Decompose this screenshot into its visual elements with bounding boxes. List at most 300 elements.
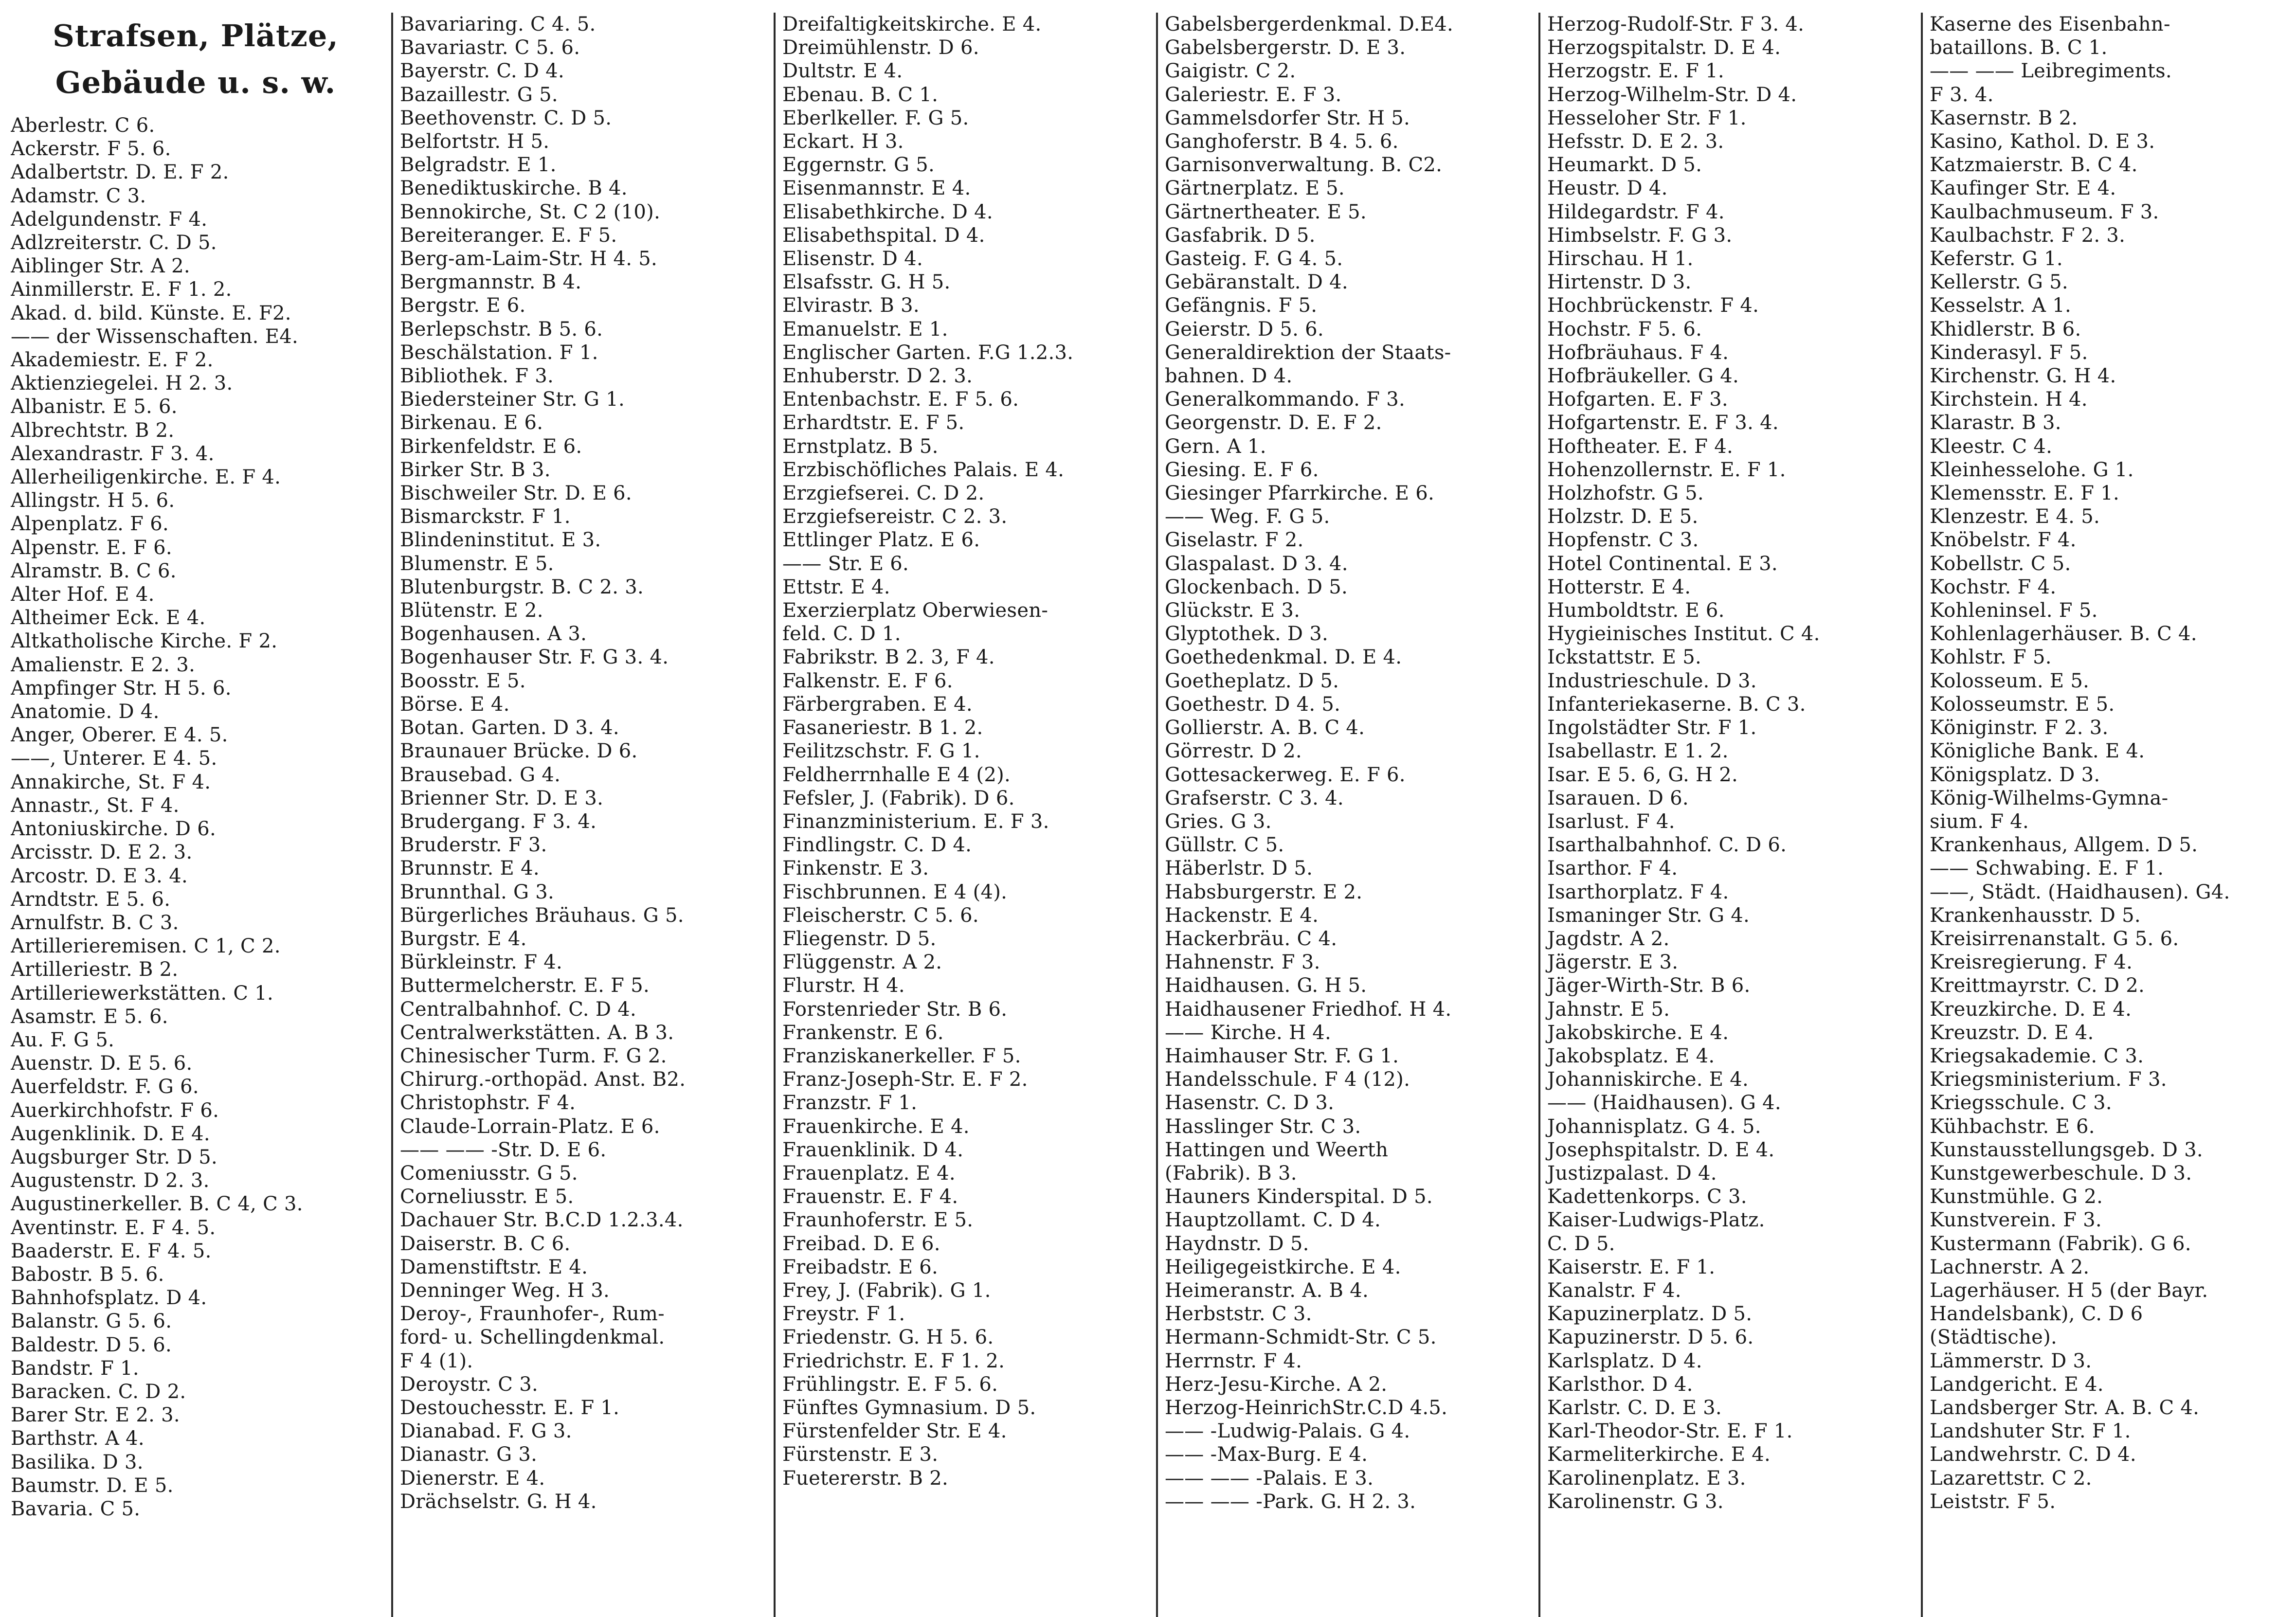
index-entry: Brienner Str. D. E 3. bbox=[400, 787, 604, 809]
index-entry: Fasaneriestr. B 1. 2. bbox=[782, 717, 983, 739]
index-entry: Feldherrnhalle E 4 (2). bbox=[782, 763, 1011, 786]
index-entry: Auerfeldstr. F. G 6. bbox=[11, 1076, 199, 1098]
index-entry: Jakobskirche. E 4. bbox=[1547, 1021, 1729, 1044]
index-entry: Buttermelcherstr. E. F 5. bbox=[400, 974, 650, 997]
index-entry: Comeniusstr. G 5. bbox=[400, 1162, 578, 1185]
index-column-1 bbox=[11, 13, 393, 1617]
index-entry: Balanstr. G 5. 6. bbox=[11, 1310, 172, 1333]
index-entry: Enhuberstr. D 2. 3. bbox=[782, 365, 973, 388]
index-entry: Friedenstr. G. H 5. 6. bbox=[782, 1326, 994, 1349]
index-entry: Landgericht. E 4. bbox=[1930, 1373, 2104, 1396]
index-entry: Allerheiligenkirche. E. F 4. bbox=[11, 466, 281, 489]
index-entry: Landshuter Str. F 1. bbox=[1930, 1420, 2131, 1443]
index-entry: Kobellstr. C 5. bbox=[1930, 552, 2071, 575]
index-entry: Frauenplatz. E 4. bbox=[782, 1162, 956, 1185]
index-entry: Drächselstr. G. H 4. bbox=[400, 1490, 597, 1513]
index-entry: Amalienstr. E 2. 3. bbox=[11, 653, 196, 676]
index-entry: Finkenstr. E 3. bbox=[782, 857, 929, 880]
index-entry: Frey, J. (Fabrik). G 1. bbox=[782, 1279, 991, 1302]
index-entry: Berg-am-Laim-Str. H 4. 5. bbox=[400, 248, 658, 270]
index-entry: Benediktuskirche. B 4. bbox=[400, 177, 628, 200]
index-entry: Altheimer Eck. E 4. bbox=[11, 607, 206, 629]
index-entry: Baldestr. D 5. 6. bbox=[11, 1333, 172, 1356]
index-entry: Kaiserstr. E. F 1. bbox=[1547, 1256, 1716, 1278]
index-entry: Karlstr. C. D. E 3. bbox=[1547, 1396, 1722, 1419]
index-entry: Dienerstr. E 4. bbox=[400, 1467, 545, 1490]
index-entry: —— -Ludwig-Palais. G 4. bbox=[1165, 1420, 1410, 1443]
index-entry: Kaulbachmuseum. F 3. bbox=[1930, 200, 2159, 223]
index-entry: Haimhauser Str. F. G 1. bbox=[1165, 1044, 1399, 1067]
index-entry: ——, Städt. (Haidhausen). G4. bbox=[1930, 880, 2230, 903]
entry-list bbox=[400, 13, 763, 1513]
index-entry: Kolosseum. E 5. bbox=[1930, 669, 2090, 692]
index-entry: F 3. 4. bbox=[1930, 83, 1994, 106]
index-entry: Gärtnerplatz. E 5. bbox=[1165, 177, 1345, 200]
index-entry: Khidlerstr. B 6. bbox=[1930, 318, 2081, 341]
index-entry: Fleischerstr. C 5. 6. bbox=[782, 904, 979, 927]
index-entry: Dachauer Str. B.C.D 1.2.3.4. bbox=[400, 1209, 684, 1232]
index-entry: Kinderasyl. F 5. bbox=[1930, 341, 2088, 364]
index-heading-line-2: Gebäude u. s. w. bbox=[55, 65, 336, 100]
index-entry: Grafserstr. C 3. 4. bbox=[1165, 787, 1344, 809]
index-entry: Galeriestr. E. F 3. bbox=[1165, 83, 1342, 106]
index-entry: Gebäranstalt. D 4. bbox=[1165, 271, 1348, 294]
index-entry: Elvirastr. B 3. bbox=[782, 294, 920, 317]
index-entry: Auenstr. D. E 5. 6. bbox=[11, 1052, 193, 1075]
index-entry: Corneliusstr. E 5. bbox=[400, 1186, 574, 1208]
index-entry: Isar. E 5. 6, G. H 2. bbox=[1547, 763, 1738, 786]
index-heading-line-1: Strafsen, Plätze, bbox=[53, 18, 339, 54]
index-entry: Eberlkeller. F. G 5. bbox=[782, 107, 969, 129]
index-entry: Bischweiler Str. D. E 6. bbox=[400, 482, 632, 505]
index-entry: Keferstr. G 1. bbox=[1930, 248, 2063, 270]
index-entry: Herzogspitalstr. D. E 4. bbox=[1547, 36, 1781, 59]
index-entry: Bergmannstr. B 4. bbox=[400, 271, 582, 294]
index-entry: Eisenmannstr. E 4. bbox=[782, 177, 971, 200]
index-entry: —— Weg. F. G 5. bbox=[1165, 505, 1330, 528]
index-entry: Häberlstr. D 5. bbox=[1165, 857, 1313, 880]
index-entry: Holzhofstr. G 5. bbox=[1547, 482, 1704, 505]
index-entry: Frankenstr. E 6. bbox=[782, 1021, 944, 1044]
index-entry: —— Str. E 6. bbox=[782, 552, 909, 575]
index-entry: Kreittmayrstr. C. D 2. bbox=[1930, 974, 2145, 997]
index-entry: Anatomie. D 4. bbox=[11, 701, 160, 723]
index-entry: Kasernstr. B 2. bbox=[1930, 107, 2078, 129]
index-entry: Generalkommando. F 3. bbox=[1165, 388, 1405, 411]
index-entry: Barer Str. E 2. 3. bbox=[11, 1404, 180, 1427]
index-entry: Kaufinger Str. E 4. bbox=[1930, 177, 2116, 200]
index-entry: Herzog-Rudolf-Str. F 3. 4. bbox=[1547, 13, 1805, 36]
index-entry: Findlingstr. C. D 4. bbox=[782, 834, 972, 857]
index-entry: C. D 5. bbox=[1547, 1232, 1615, 1255]
index-entry: Beschälstation. F 1. bbox=[400, 341, 598, 364]
index-entry: Glückstr. E 3. bbox=[1165, 599, 1301, 622]
index-entry: Chinesischer Turm. F. G 2. bbox=[400, 1044, 667, 1067]
index-entry: Albanistr. E 5. 6. bbox=[11, 395, 178, 418]
index-entry: Augsburger Str. D 5. bbox=[11, 1146, 217, 1168]
index-entry: Erzgiefsereistr. C 2. 3. bbox=[782, 505, 1008, 528]
entry-list bbox=[11, 114, 380, 1521]
index-entry: Landsberger Str. A. B. C 4. bbox=[1930, 1396, 2200, 1419]
index-entry: Hofgartenstr. E. F 3. 4. bbox=[1547, 412, 1779, 434]
index-entry: Akademiestr. E. F 2. bbox=[11, 349, 214, 372]
index-entry: Glaspalast. D 3. 4. bbox=[1165, 552, 1348, 575]
index-entry: Blütenstr. E 2. bbox=[400, 599, 543, 622]
index-entry: Börse. E 4. bbox=[400, 693, 510, 716]
index-entry: Kirchstein. H 4. bbox=[1930, 388, 2088, 411]
index-entry: Josephspitalstr. D. E 4. bbox=[1547, 1138, 1775, 1161]
index-entry: bahnen. D 4. bbox=[1165, 365, 1293, 388]
index-entry: Arnulfstr. B. C 3. bbox=[11, 911, 179, 934]
index-entry: Artillerieremisen. C 1, C 2. bbox=[11, 935, 281, 958]
index-entry: Ampfinger Str. H 5. 6. bbox=[11, 677, 232, 700]
index-entry: Fraunhoferstr. E 5. bbox=[782, 1209, 974, 1232]
index-entry: Hirschau. H 1. bbox=[1547, 248, 1694, 270]
index-entry: Boosstr. E 5. bbox=[400, 669, 526, 692]
index-column-4 bbox=[1158, 13, 1540, 1617]
index-entry: Ettstr. E 4. bbox=[782, 575, 890, 598]
index-entry: Hochstr. F 5. 6. bbox=[1547, 318, 1702, 341]
index-entry: Basilika. D 3. bbox=[11, 1451, 144, 1473]
index-entry: Isarauen. D 6. bbox=[1547, 787, 1689, 809]
index-entry: Hochbrückenstr. F 4. bbox=[1547, 294, 1759, 317]
index-entry: Knöbelstr. F 4. bbox=[1930, 529, 2077, 552]
index-entry: Jägerstr. E 3. bbox=[1547, 951, 1679, 974]
index-entry: Bennokirche, St. C 2 (10). bbox=[400, 200, 661, 223]
entry-list bbox=[1547, 13, 1910, 1513]
index-entry: Alpenstr. E. F 6. bbox=[11, 536, 172, 559]
index-entry: Englischer Garten. F.G 1.2.3. bbox=[782, 341, 1074, 364]
index-entry: Ackerstr. F 5. 6. bbox=[11, 138, 171, 161]
index-entry: Blindeninstitut. E 3. bbox=[400, 529, 601, 552]
index-entry: Gefängnis. F 5. bbox=[1165, 294, 1318, 317]
index-entry: Hermann-Schmidt-Str. C 5. bbox=[1165, 1326, 1437, 1349]
index-entry: Herz-Jesu-Kirche. A 2. bbox=[1165, 1373, 1388, 1396]
index-entry: Holzstr. D. E 5. bbox=[1547, 505, 1699, 528]
index-entry: Annakirche, St. F 4. bbox=[11, 771, 211, 793]
index-entry: Exerzierplatz Oberwiesen- bbox=[782, 599, 1049, 622]
index-entry: Kreisirrenanstalt. G 5. 6. bbox=[1930, 927, 2179, 950]
index-entry: Hopfenstr. C 3. bbox=[1547, 529, 1699, 552]
index-entry: Jahnstr. E 5. bbox=[1547, 998, 1670, 1021]
index-entry: Jäger-Wirth-Str. B 6. bbox=[1547, 974, 1751, 997]
index-entry: Bereiteranger. E. F 5. bbox=[400, 224, 617, 247]
index-entry: Hildegardstr. F 4. bbox=[1547, 200, 1725, 223]
index-entry: Alramstr. B. C 6. bbox=[11, 559, 177, 582]
index-entry: Eckart. H 3. bbox=[782, 130, 904, 153]
index-entry: Kochstr. F 4. bbox=[1930, 575, 2057, 598]
index-entry: Kunstverein. F 3. bbox=[1930, 1209, 2102, 1232]
index-entry: Belgradstr. E 1. bbox=[400, 154, 557, 177]
index-entry: Garnisonverwaltung. B. C2. bbox=[1165, 154, 1443, 177]
index-entry: Bandstr. F 1. bbox=[11, 1357, 139, 1380]
index-entry: Haydnstr. D 5. bbox=[1165, 1232, 1309, 1255]
index-entry: Bavaria. C 5. bbox=[11, 1497, 141, 1520]
index-entry: Ganghoferstr. B 4. 5. 6. bbox=[1165, 130, 1399, 153]
index-entry: Hauners Kinderspital. D 5. bbox=[1165, 1186, 1433, 1208]
index-entry: Johanniskirche. E 4. bbox=[1547, 1068, 1749, 1091]
index-entry: Bazaillestr. G 5. bbox=[400, 83, 558, 106]
index-entry: Au. F. G 5. bbox=[11, 1028, 115, 1051]
index-entry: Kanalstr. F 4. bbox=[1547, 1279, 1681, 1302]
index-entry: Dianastr. G 3. bbox=[400, 1443, 538, 1466]
index-entry: Kriegsschule. C 3. bbox=[1930, 1092, 2112, 1114]
index-entry: Freibad. D. E 6. bbox=[782, 1232, 940, 1255]
index-entry: Franzstr. F 1. bbox=[782, 1092, 918, 1114]
index-entry: Handelsbank), C. D 6 bbox=[1930, 1303, 2143, 1326]
index-entry: Hotterstr. E 4. bbox=[1547, 575, 1691, 598]
index-entry: Generaldirektion der Staats- bbox=[1165, 341, 1451, 364]
index-entry: Kreuzkirche. D. E 4. bbox=[1930, 998, 2132, 1021]
index-entry: Deroystr. C 3. bbox=[400, 1373, 538, 1396]
index-entry: Isarthor. F 4. bbox=[1547, 857, 1678, 880]
index-entry: Brudergang. F 3. 4. bbox=[400, 810, 597, 833]
index-entry: Infanteriekaserne. B. C 3. bbox=[1547, 693, 1806, 716]
index-entry: Goethedenkmal. D. E 4. bbox=[1165, 646, 1402, 669]
index-entry: Leiststr. F 5. bbox=[1930, 1490, 2056, 1513]
index-entry: ——, Unterer. E 4. 5. bbox=[11, 747, 217, 770]
index-entry: Brausebad. G 4. bbox=[400, 763, 561, 786]
index-entry: Lämmerstr. D 3. bbox=[1930, 1349, 2092, 1372]
index-entry: Humboldtstr. E 6. bbox=[1547, 599, 1725, 622]
index-entry: Erzbischöfliches Palais. E 4. bbox=[782, 458, 1065, 481]
index-entry: Hohenzollernstr. E. F 1. bbox=[1547, 458, 1786, 481]
index-entry: Hofbräukeller. G 4. bbox=[1547, 365, 1739, 388]
index-entry: Kaserne des Eisenbahn- bbox=[1930, 13, 2170, 36]
index-entry: Klenzestr. E 4. 5. bbox=[1930, 505, 2100, 528]
index-column-2 bbox=[393, 13, 776, 1617]
index-entry: Königsplatz. D 3. bbox=[1930, 763, 2100, 786]
index-entry: Industrieschule. D 3. bbox=[1547, 669, 1757, 692]
index-entry: Blumenstr. E 5. bbox=[400, 552, 554, 575]
index-entry: Asamstr. E 5. 6. bbox=[11, 1005, 168, 1028]
index-entry: Kriegsakademie. C 3. bbox=[1930, 1044, 2144, 1067]
index-entry: Elisenstr. D 4. bbox=[782, 248, 923, 270]
index-entry: Fürstenfelder Str. E 4. bbox=[782, 1420, 1007, 1443]
index-entry: Frauenklinik. D 4. bbox=[782, 1138, 964, 1161]
index-entry: Karolinenplatz. E 3. bbox=[1547, 1467, 1746, 1490]
index-entry: Franz-Joseph-Str. E. F 2. bbox=[782, 1068, 1028, 1091]
index-entry: Görrestr. D 2. bbox=[1165, 740, 1302, 763]
index-entry: Bürkleinstr. F 4. bbox=[400, 951, 563, 974]
index-entry: Kustermann (Fabrik). G 6. bbox=[1930, 1232, 2191, 1255]
index-entry: (Städtische). bbox=[1930, 1326, 2057, 1349]
index-entry: Frauenstr. E. F 4. bbox=[782, 1186, 958, 1208]
index-entry: Adelgundenstr. F 4. bbox=[11, 208, 208, 231]
index-entry: —— —— -Palais. E 3. bbox=[1165, 1467, 1374, 1490]
index-entry: Deroy-, Fraunhofer-, Rum- bbox=[400, 1303, 665, 1326]
index-entry: Burgstr. E 4. bbox=[400, 927, 527, 950]
index-entry: Alter Hof. E 4. bbox=[11, 583, 155, 606]
index-entry: Hoftheater. E. F 4. bbox=[1547, 435, 1733, 458]
index-entry: Bahnhofsplatz. D 4. bbox=[11, 1287, 207, 1310]
index-entry: Isarthorplatz. F 4. bbox=[1547, 880, 1729, 903]
index-entry: Denninger Weg. H 3. bbox=[400, 1279, 610, 1302]
index-entry: Heiligegeistkirche. E 4. bbox=[1165, 1256, 1401, 1278]
index-entry: Fuetererstr. B 2. bbox=[782, 1467, 948, 1490]
index-entry: Dianabad. F. G 3. bbox=[400, 1420, 572, 1443]
index-entry: Daiserstr. B. C 6. bbox=[400, 1232, 571, 1255]
index-entry: Eggernstr. G 5. bbox=[782, 154, 935, 177]
index-entry: Giselastr. F 2. bbox=[1165, 529, 1304, 552]
index-entry: Baaderstr. E. F 4. 5. bbox=[11, 1240, 212, 1262]
index-entry: Hasenstr. C. D 3. bbox=[1165, 1092, 1335, 1114]
index-entry: Botan. Garten. D 3. 4. bbox=[400, 717, 619, 739]
index-entry: Erhardtstr. E. F 5. bbox=[782, 412, 965, 434]
index-entry: Hattingen und Weerth bbox=[1165, 1138, 1389, 1161]
index-entry: Karmeliterkirche. E 4. bbox=[1547, 1443, 1771, 1466]
index-column-5 bbox=[1540, 13, 1923, 1617]
index-entry: Frauenkirche. E 4. bbox=[782, 1115, 970, 1138]
index-entry: Hirtenstr. D 3. bbox=[1547, 271, 1692, 294]
index-entry: Kolosseumstr. E 5. bbox=[1930, 693, 2115, 716]
index-entry: Berlepschstr. B 5. 6. bbox=[400, 318, 603, 341]
index-entry: Alexandrastr. F 3. 4. bbox=[11, 442, 215, 465]
index-entry: Chirurg.-orthopäd. Anst. B2. bbox=[400, 1068, 686, 1091]
index-entry: Kaiser-Ludwigs-Platz. bbox=[1547, 1209, 1765, 1232]
index-entry: Kreisregierung. F 4. bbox=[1930, 951, 2133, 974]
index-entry: Jagdstr. A 2. bbox=[1547, 927, 1670, 950]
index-entry: Handelsschule. F 4 (12). bbox=[1165, 1068, 1410, 1091]
index-entry: Kühbachstr. E 6. bbox=[1930, 1115, 2095, 1138]
index-entry: Aktienziegelei. H 2. 3. bbox=[11, 372, 233, 395]
index-entry: Birker Str. B 3. bbox=[400, 458, 551, 481]
index-entry: Heimeranstr. A. B 4. bbox=[1165, 1279, 1369, 1302]
index-entry: Bibliothek. F 3. bbox=[400, 365, 554, 388]
index-entry: Kirchenstr. G. H 4. bbox=[1930, 365, 2116, 388]
index-entry: Friedrichstr. E. F 1. 2. bbox=[782, 1349, 1005, 1372]
index-entry: —— —— -Park. G. H 2. 3. bbox=[1165, 1490, 1416, 1513]
index-entry: Aventinstr. E. F 4. 5. bbox=[11, 1216, 216, 1239]
index-entry: Haidhausener Friedhof. H 4. bbox=[1165, 998, 1452, 1021]
index-entry: Antoniuskirche. D 6. bbox=[11, 818, 217, 841]
index-entry: Herzog-Wilhelm-Str. D 4. bbox=[1547, 83, 1797, 106]
index-entry: Himbselstr. F. G 3. bbox=[1547, 224, 1733, 247]
index-entry: Gabelsbergerdenkmal. D.E4. bbox=[1165, 13, 1453, 36]
index-entry: —— Kirche. H 4. bbox=[1165, 1021, 1332, 1044]
index-entry: Bogenhauser Str. F. G 3. 4. bbox=[400, 646, 669, 669]
index-entry: Brunnthal. G 3. bbox=[400, 880, 555, 903]
index-entry: Dreimühlenstr. D 6. bbox=[782, 36, 979, 59]
index-entry: Kleestr. C 4. bbox=[1930, 435, 2053, 458]
index-entry: Königliche Bank. E 4. bbox=[1930, 740, 2145, 763]
index-entry: Haidhausen. G. H 5. bbox=[1165, 974, 1367, 997]
index-entry: Kreuzstr. D. E 4. bbox=[1930, 1021, 2094, 1044]
index-entry: Babostr. B 5. 6. bbox=[11, 1263, 164, 1286]
index-entry: Gasfabrik. D 5. bbox=[1165, 224, 1316, 247]
index-entry: Katzmaierstr. B. C 4. bbox=[1930, 154, 2138, 177]
index-entry: Braunauer Brücke. D 6. bbox=[400, 740, 638, 763]
index-entry: Arcisstr. D. E 2. 3. bbox=[11, 841, 193, 864]
index-entry: Herzogstr. E. F 1. bbox=[1547, 60, 1724, 83]
index-entry: feld. C. D 1. bbox=[782, 623, 901, 646]
index-entry: Gollierstr. A. B. C 4. bbox=[1165, 717, 1365, 739]
index-entry: Annastr., St. F 4. bbox=[11, 794, 180, 817]
index-entry: Gaigistr. C 2. bbox=[1165, 60, 1296, 83]
index-entry: Gern. A 1. bbox=[1165, 435, 1266, 458]
index-entry: Ismaninger Str. G 4. bbox=[1547, 904, 1750, 927]
index-entry: Johannisplatz. G 4. 5. bbox=[1547, 1115, 1761, 1138]
index-entry: Karolinenstr. G 3. bbox=[1547, 1490, 1724, 1513]
index-entry: Baracken. C. D 2. bbox=[11, 1380, 186, 1403]
index-entry: Kunstausstellungsgeb. D 3. bbox=[1930, 1138, 2203, 1161]
index-entry: Klarastr. B 3. bbox=[1930, 412, 2061, 434]
index-entry: Artilleriewerkstätten. C 1. bbox=[11, 982, 274, 1005]
index-entry: Herzog-HeinrichStr.C.D 4.5. bbox=[1165, 1396, 1448, 1419]
index-entry: Ickstattstr. E 5. bbox=[1547, 646, 1701, 669]
index-entry: —— —— -Str. D. E 6. bbox=[400, 1138, 607, 1161]
index-entry: Freibadstr. E 6. bbox=[782, 1256, 939, 1278]
index-entry: Georgenstr. D. E. F 2. bbox=[1165, 412, 1382, 434]
index-entry: Justizpalast. D 4. bbox=[1547, 1162, 1717, 1185]
index-entry: Kohlenlagerhäuser. B. C 4. bbox=[1930, 623, 2197, 646]
index-entry: Fürstenstr. E 3. bbox=[782, 1443, 939, 1466]
index-entry: Elisabethkirche. D 4. bbox=[782, 200, 993, 223]
index-entry: Hauptzollamt. C. D 4. bbox=[1165, 1209, 1381, 1232]
index-entry: Karlsplatz. D 4. bbox=[1547, 1349, 1702, 1372]
index-entry: Bismarckstr. F 1. bbox=[400, 505, 571, 528]
index-entry: Kapuzinerstr. D 5. 6. bbox=[1547, 1326, 1754, 1349]
entry-list bbox=[1165, 13, 1528, 1513]
index-entry: Fefsler, J. (Fabrik). D 6. bbox=[782, 787, 1015, 809]
index-entry: Alpenplatz. F 6. bbox=[11, 513, 169, 536]
index-entry: Ettlinger Platz. E 6. bbox=[782, 529, 980, 552]
index-entry: Birkenfeldstr. E 6. bbox=[400, 435, 582, 458]
index-entry: Destouchesstr. E. F 1. bbox=[400, 1396, 620, 1419]
index-entry: Augustinerkeller. B. C 4, C 3. bbox=[11, 1193, 303, 1216]
index-entry: Forstenrieder Str. B 6. bbox=[782, 998, 1008, 1021]
index-entry: Giesing. E. F 6. bbox=[1165, 458, 1319, 481]
index-entry: Altkatholische Kirche. F 2. bbox=[11, 630, 278, 653]
index-entry: Dreifaltigkeitskirche. E 4. bbox=[782, 13, 1042, 36]
index-entry: Karlsthor. D 4. bbox=[1547, 1373, 1693, 1396]
index-entry: Hefsstr. D. E 2. 3. bbox=[1547, 130, 1724, 153]
index-entry: Krankenhausstr. D 5. bbox=[1930, 904, 2141, 927]
index-entry: Kriegsministerium. F 3. bbox=[1930, 1068, 2167, 1091]
index-entry: Hackerbräu. C 4. bbox=[1165, 927, 1338, 950]
index-entry: Gammelsdorfer Str. H 5. bbox=[1165, 107, 1410, 129]
index-entry: Adamstr. C 3. bbox=[11, 184, 146, 207]
index-entry: Arcostr. D. E 3. 4. bbox=[11, 864, 188, 887]
index-entry: Kohlstr. F 5. bbox=[1930, 646, 2052, 669]
index-entry: —— -Max-Burg. E 4. bbox=[1165, 1443, 1368, 1466]
index-entry: Augustenstr. D 2. 3. bbox=[11, 1169, 210, 1192]
index-entry: Glyptothek. D 3. bbox=[1165, 623, 1329, 646]
index-entry: Bavariastr. C 5. 6. bbox=[400, 36, 580, 59]
index-entry: Kesselstr. A 1. bbox=[1930, 294, 2072, 317]
index-entry: Ainmillerstr. E. F 1. 2. bbox=[11, 278, 232, 301]
index-entry: Jakobsplatz. E 4. bbox=[1547, 1044, 1715, 1067]
index-entry: Elsafsstr. G. H 5. bbox=[782, 271, 951, 294]
index-entry: Goetheplatz. D 5. bbox=[1165, 669, 1339, 692]
index-entry: F 4 (1). bbox=[400, 1349, 473, 1372]
index-entry: Biedersteiner Str. G 1. bbox=[400, 388, 625, 411]
index-entry: Fliegenstr. D 5. bbox=[782, 927, 937, 950]
index-entry: Fabrikstr. B 2. 3, F 4. bbox=[782, 646, 995, 669]
index-entry: Isabellastr. E 1. 2. bbox=[1547, 740, 1729, 763]
index-entry: Claude-Lorrain-Platz. E 6. bbox=[400, 1115, 660, 1138]
index-entry: Kadettenkorps. C 3. bbox=[1547, 1186, 1747, 1208]
index-entry: Anger, Oberer. E 4. 5. bbox=[11, 724, 228, 747]
index-entry: —— der Wissenschaften. E4. bbox=[11, 325, 298, 348]
index-entry: Bruderstr. F 3. bbox=[400, 834, 547, 857]
index-entry: Elisabethspital. D 4. bbox=[782, 224, 985, 247]
index-column-6 bbox=[1923, 13, 2296, 1617]
index-entry: Brunnstr. E 4. bbox=[400, 857, 540, 880]
entry-list bbox=[1930, 13, 2295, 1513]
index-entry: Herbststr. C 3. bbox=[1165, 1303, 1312, 1326]
index-entry: König-Wilhelms-Gymna- bbox=[1930, 787, 2169, 809]
